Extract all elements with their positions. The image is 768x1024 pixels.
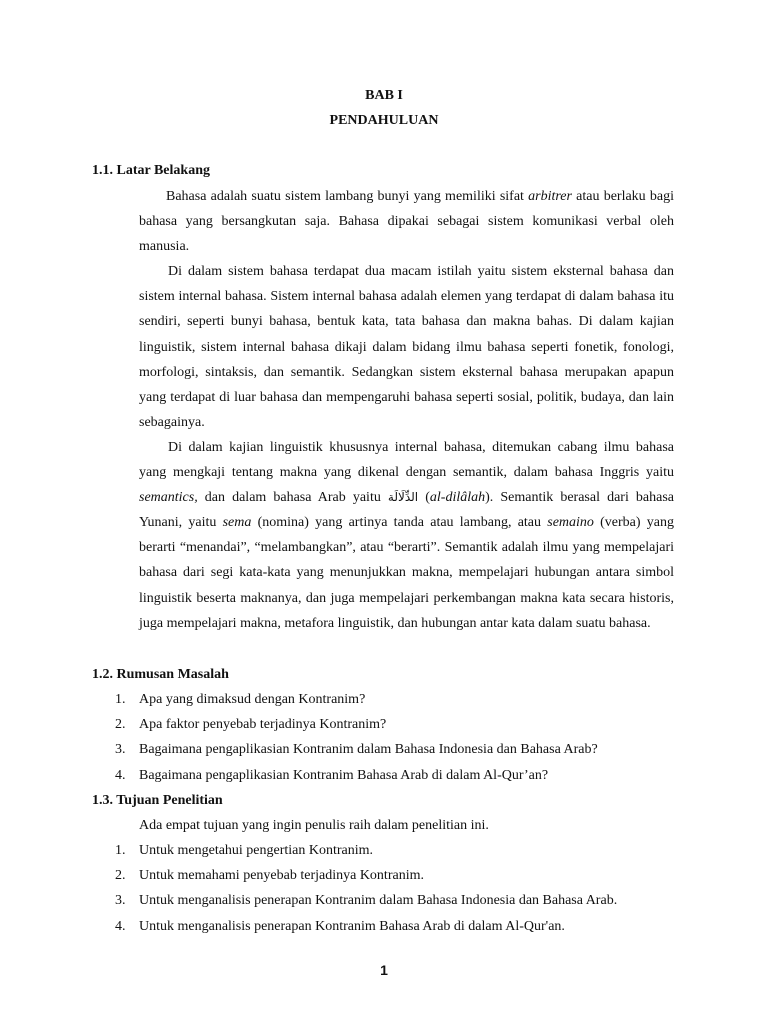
list-item: 1. Untuk mengetahui pengertian Kontranim. bbox=[115, 843, 374, 858]
problem-list bbox=[115, 687, 675, 788]
arabic-term: الدِّلَالَة bbox=[387, 490, 419, 505]
background-paragraphs bbox=[139, 184, 674, 636]
chapter-label: BAB I bbox=[365, 88, 403, 103]
list-item: 2. Untuk memahami penyebab terjadinya Kontranim. bbox=[115, 868, 424, 884]
paragraph-2: Di dalam sistem bahasa terdapat dua macam istilah yaitu sistem eksternal bahasa dan sistem internal bahasa. Sistem internal bahasa adalah elemen yang terdapat di dalam bahasa itu sendiri, seperti bunyi bahasa, bentuk kata, tata bahasa dan makna bahas. Di dalam kajian linguistik, sistem internal bahasa dikaji dalam bidang ilmu bahasa seperti fonetik, fonologi, morfologi, sintaksis, dan semantik. Sedangkan sistem eksternal bahasa merupakan apapun yang terdapat di luar bahasa dan mempengaruhi bahasa seperti sosial, politik, budaya, dan lain sebagainya. bbox=[139, 264, 674, 430]
list-item: 3. Bagaimana pengaplikasian Kontranim dalam Bahasa Indonesia dan Bahasa Arab? bbox=[115, 742, 598, 758]
list-item: 2. Apa faktor penyebab terjadinya Kontranim? bbox=[115, 717, 387, 733]
paragraph-3: Di dalam kajian linguistik khususnya internal bahasa, ditemukan cabang ilmu bahasa yang mengkaji tentang makna yang dikenal dengan semantik, dalam bahasa Inggris yaitu semantics, dan dalam bahasa Arab yaitu الدِّلَالَة (al-dilâlah). Semantik berasal dari bahasa Yunani, yaitu sema (nomina) yang artinya tanda atau lambang, atau semaino (verba) yang berarti “menandai”, “melambangkan”, atau “berarti”. Semantik adalah ilmu yang mempelajari bahasa dari segi kata-kata yang menunjukkan makna, mempelajari hubungan antara simbol linguistik beserta maknanya, dan juga mempelajari perkembangan makna kata secara historis, juga mempelajari makna, metafora linguistik, dan hubungan antar kata dalam suatu bahasa. bbox=[139, 439, 675, 631]
list-item: 4. Untuk menganalisis penerapan Kontranim Bahasa Arab di dalam Al-Qur'an. bbox=[115, 918, 565, 934]
list-item: 4. Bagaimana pengaplikasian Kontranim Bahasa Arab di dalam Al-Qur’an? bbox=[115, 767, 549, 783]
objectives-intro: Ada empat tujuan yang ingin penulis raih dalam penelitian ini. bbox=[139, 818, 489, 833]
list-item: 1. Apa yang dimaksud dengan Kontranim? bbox=[115, 692, 366, 707]
section-heading-latar-belakang: 1.1. Latar Belakang bbox=[92, 163, 210, 178]
list-item: 3. Untuk menganalisis penerapan Kontranim dalam Bahasa Indonesia dan Bahasa Arab. bbox=[115, 893, 618, 909]
paragraph-1: Bahasa adalah suatu sistem lambang bunyi yang memiliki sifat arbitrer atau berlaku bagi bahasa yang bersangkutan saja. Bahasa dipakai sebagai sistem komunikasi verbal oleh manusia. bbox=[139, 189, 674, 255]
objectives-list bbox=[115, 838, 675, 939]
section-heading-rumusan-masalah: 1.2. Rumusan Masalah bbox=[92, 667, 229, 682]
page-number: 1 bbox=[380, 962, 388, 978]
chapter-title: PENDAHULUAN bbox=[329, 113, 439, 128]
section-heading-tujuan-penelitian: 1.3. Tujuan Penelitian bbox=[92, 793, 223, 808]
